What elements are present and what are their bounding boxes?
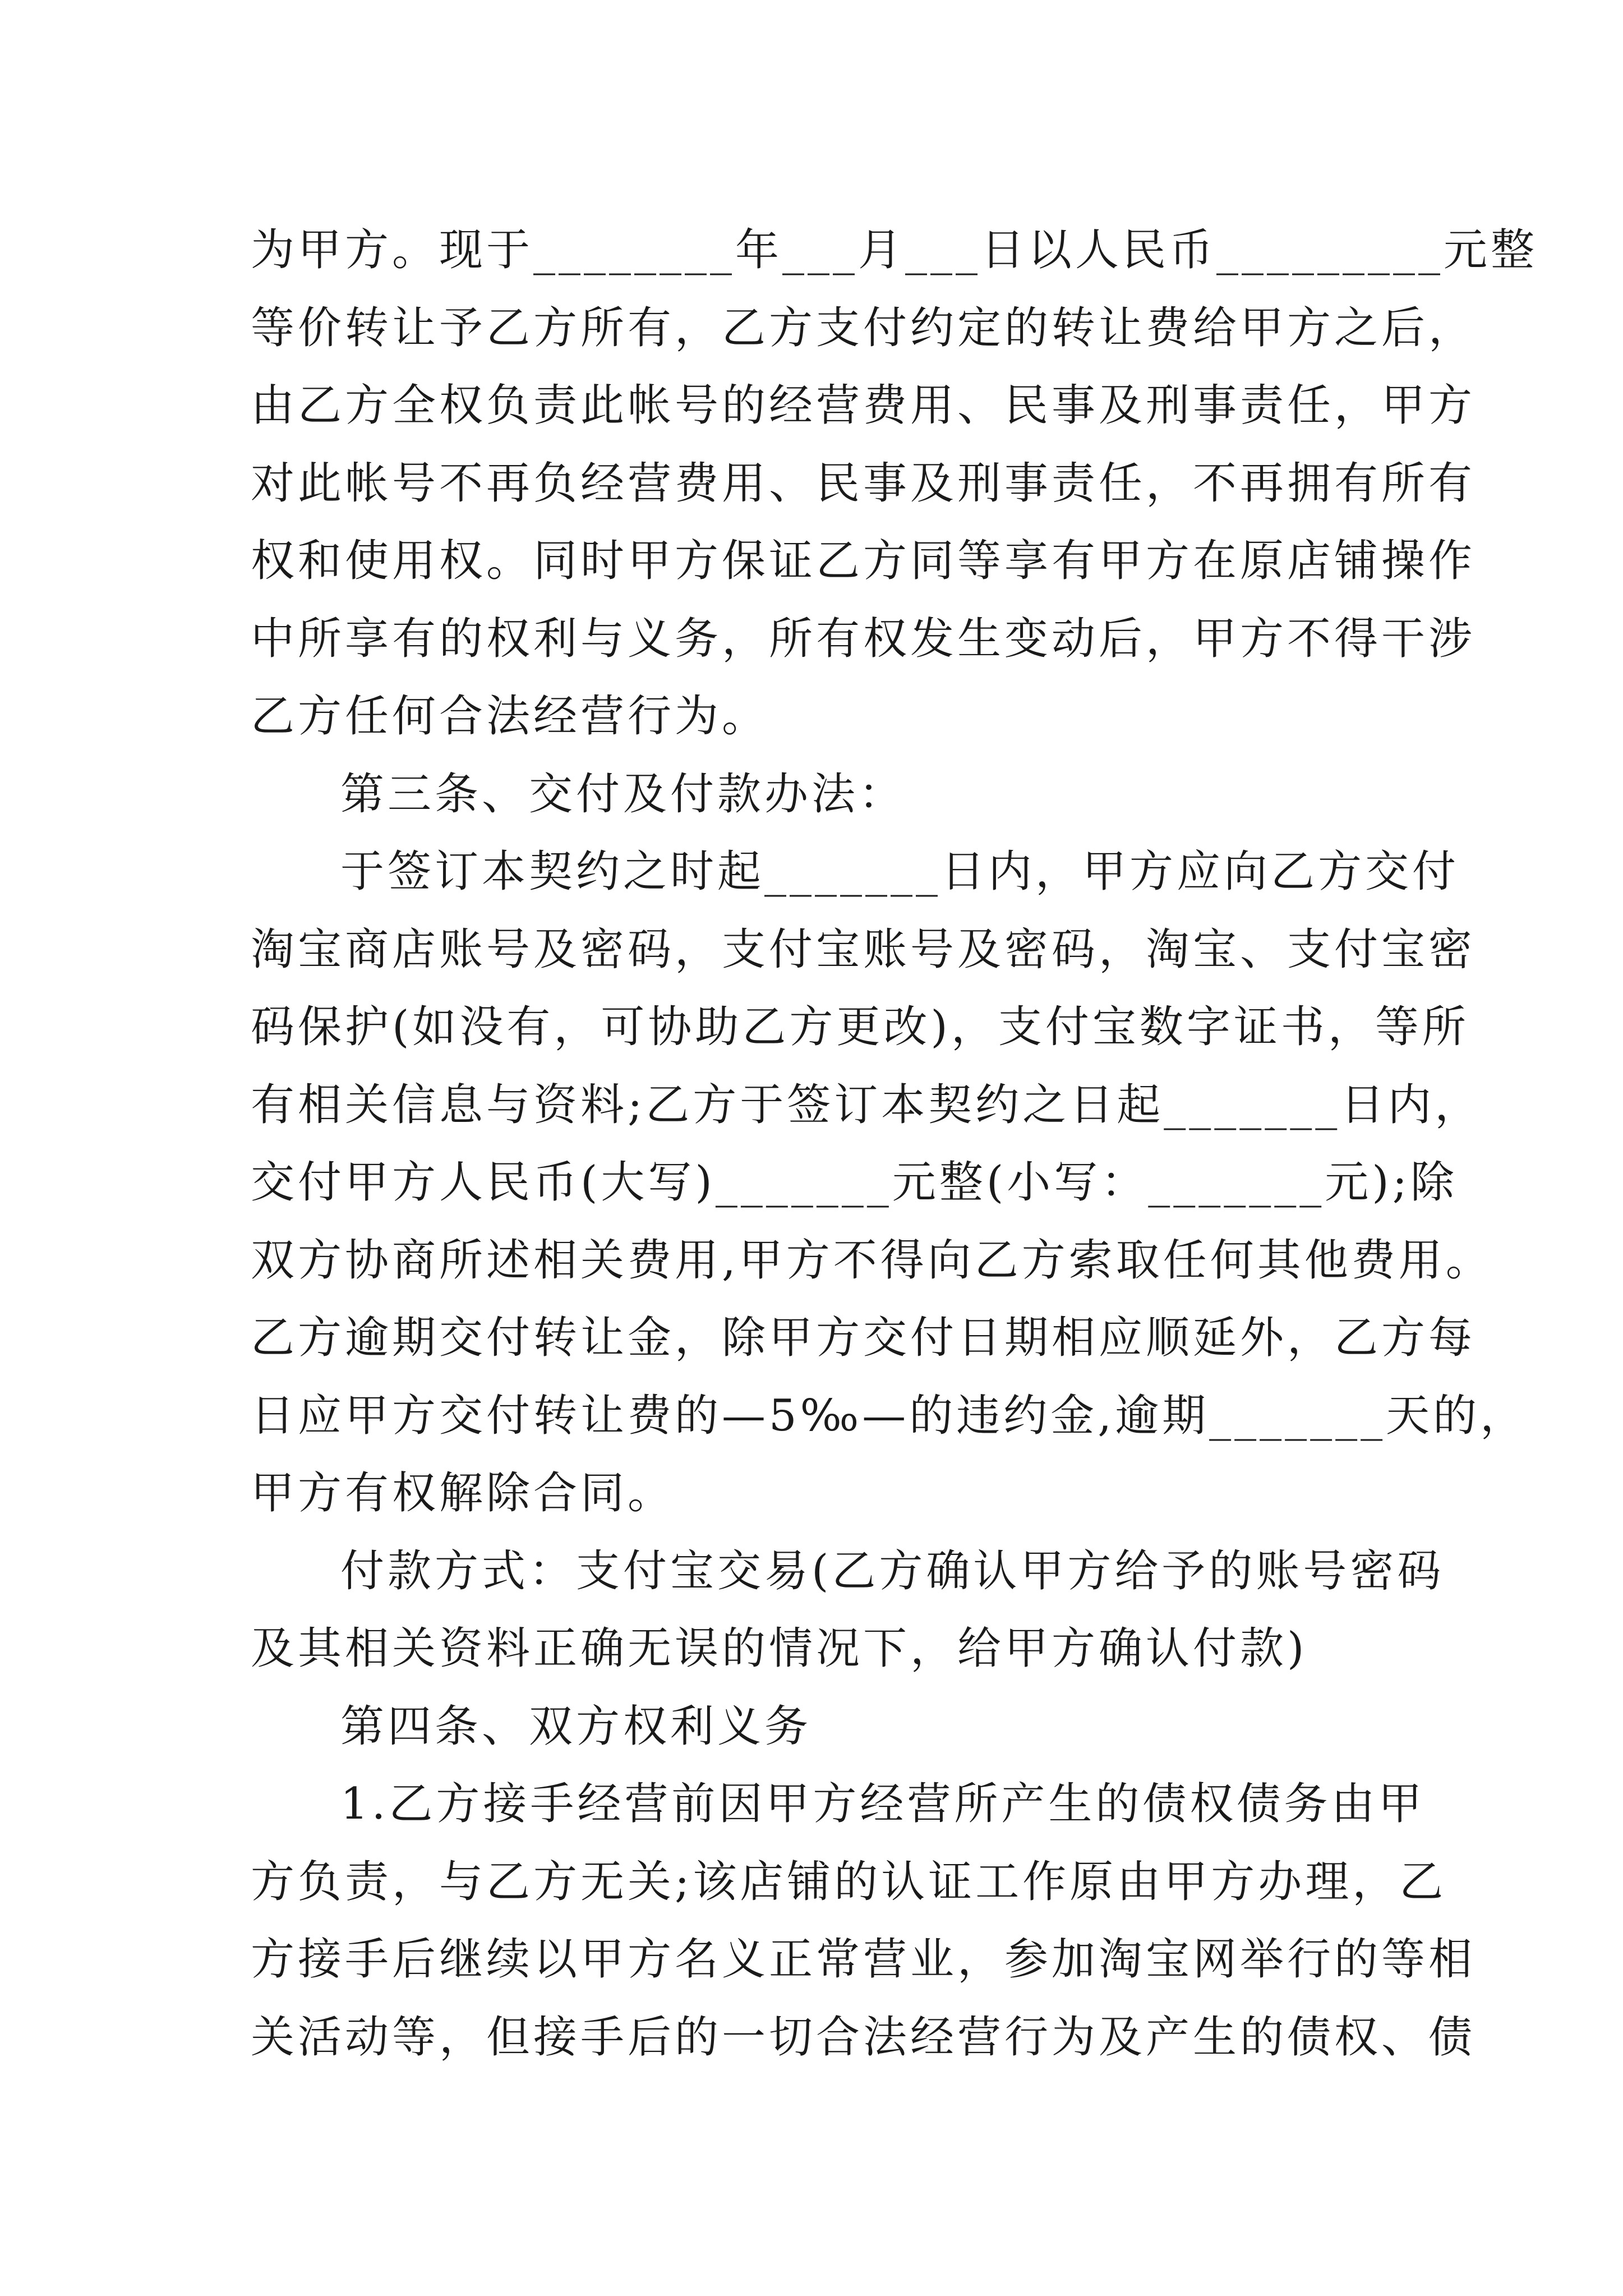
contract-body	[251, 211, 1538, 2076]
contract-line: 双方协商所述相关费用,甲方不得向乙方索取任何其他费用。	[251, 1235, 1493, 1286]
contract-line: 为甲方。现于________年___月___日以人民币_________元整	[251, 225, 1538, 275]
section-heading-article-4: 第四条、双方权利义务	[340, 1701, 812, 1752]
contract-line: 有相关信息与资料;乙方于签订本契约之日起_______日内，	[251, 1079, 1482, 1130]
contract-line: 权和使用权。同时甲方保证乙方同等享有甲方在原店铺操作	[251, 536, 1476, 586]
contract-line: 等价转让予乙方所有，乙方支付约定的转让费给甲方之后，	[251, 302, 1476, 353]
contract-line: 由乙方全权负责此帐号的经营费用、民事及刑事责任，甲方	[251, 380, 1476, 431]
contract-line: 淘宝商店账号及密码，支付宝账号及密码，淘宝、支付宝密	[251, 924, 1476, 975]
contract-line: 于签订本契约之时起_______日内，甲方应向乙方交付	[340, 846, 1460, 897]
contract-line: 及其相关资料正确无误的情况下，给甲方确认付款)	[251, 1623, 1308, 1674]
contract-line: 码保护(如没有，可协助乙方更改)，支付宝数字证书，等所	[251, 1002, 1469, 1052]
section-heading-article-3: 第三条、交付及付款办法：	[340, 769, 906, 820]
contract-line: 关活动等，但接手后的一切合法经营行为及产生的债权、债	[251, 2012, 1476, 2063]
contract-line: 方负责，与乙方无关;该店铺的认证工作原由甲方办理，乙	[251, 1856, 1447, 1907]
contract-line: 方接手后继续以甲方名义正常营业，参加淘宝网举行的等相	[251, 1934, 1476, 1985]
contract-line: 交付甲方人民币(大写)_______元整(小写：_______元);除	[251, 1157, 1458, 1208]
contract-line: 日应甲方交付转让费的—5‰—的违约金,逾期_______天的，	[251, 1390, 1528, 1441]
contract-line: 对此帐号不再负经营费用、民事及刑事责任，不再拥有所有	[251, 458, 1476, 509]
payment-method-line: 付款方式：支付宝交易(乙方确认甲方给予的账号密码	[340, 1545, 1445, 1596]
contract-line: 乙方任何合法经营行为。	[251, 691, 769, 742]
contract-line: 中所享有的权利与义务，所有权发生变动后，甲方不得干涉	[251, 613, 1476, 664]
contract-line: 甲方有权解除合同。	[251, 1468, 675, 1519]
contract-line: 1.乙方接手经营前因甲方经营所产生的债权债务由甲	[340, 1779, 1426, 1829]
contract-line: 乙方逾期交付转让金，除甲方交付日期相应顺延外，乙方每	[251, 1313, 1476, 1363]
